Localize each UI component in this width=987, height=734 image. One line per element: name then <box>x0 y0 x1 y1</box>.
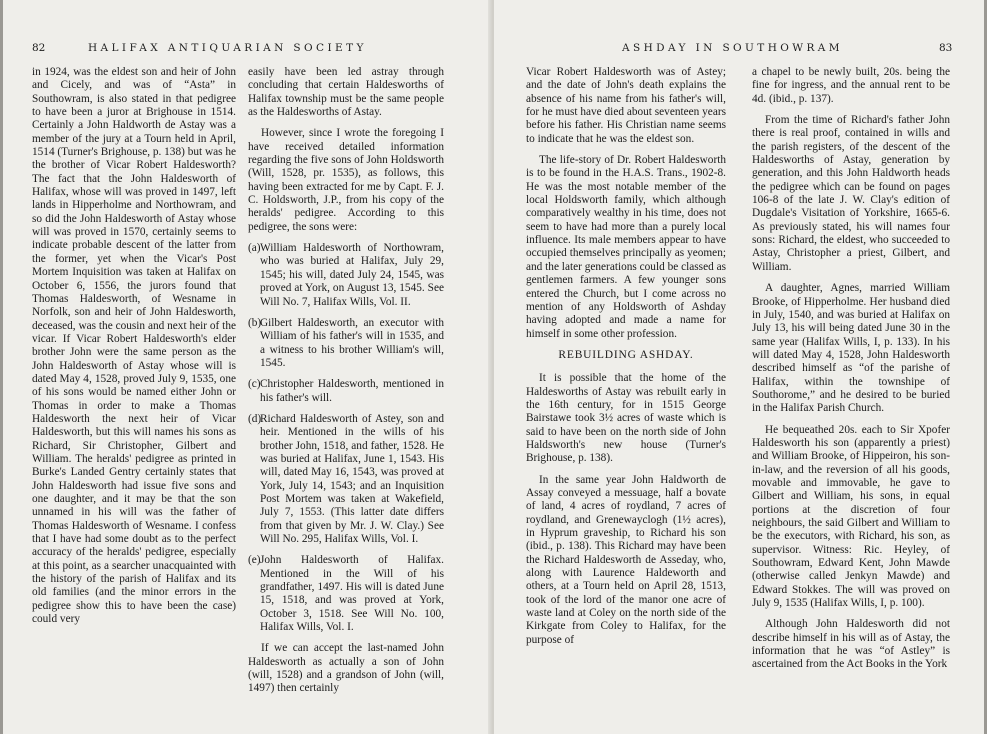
list-item-text: John Haldesworth of Halifax. Mentioned in the Will of his grandfather, 1497. His will is dated June 15, 1518, and was proved at York, October 3, 1518. See Will No. 100, Halifax Wills, Vol. I. <box>260 554 444 634</box>
paragraph: A daughter, Agnes, married William Brooke, of Hipperholme. Her husband died in July, 1540, and was buried at Halifax on July 13, his will being dated June 30 in the same year (Halifax Wills, I, p. 133). In his will dated May 4, 1528, John Haldesworth described himself as “of the parishe of Halifax, within the townshipe of Southorome,” and he desired to be buried in the Halifax Parish Church. <box>752 282 950 415</box>
section-heading: REBUILDING ASHDAY. <box>558 348 694 361</box>
page-edge <box>0 0 3 734</box>
list-item-text: Gilbert Haldesworth, an executor with William of his father's will in 1535, and a witness to his brother William's will, 1545. <box>260 316 444 369</box>
running-header-right: ASHDAY IN SOUTHOWRAM <box>622 42 843 54</box>
paragraph: From the time of Richard's father John there is real proof, contained in wills and the parish registers, of the descent of the Haldesworths of Astay, generation by generation, and this John Haldworth heads the pedigree which can be found on pages 106-8 of the late J. W. Clay's edition of Dugdale's Visitation of Yorkshire, 1665-6. As previously stated, his will names four sons: Richard, the eldest, who succeeded to Astay, Christopher a priest, Gilbert, and William. <box>752 114 950 273</box>
paragraph: a chapel to be newly built, 20s. being the fine for ingress, and the annual rent to be 4d. (ibid., p. 137). <box>752 66 950 105</box>
list-item <box>248 413 444 546</box>
list-marker: (c) <box>248 378 261 391</box>
list-item <box>248 242 444 309</box>
paragraph: It is possible that the home of the Haldesworths of Astay was rebuilt early in the 16th century, for in 1515 George Bairstawe took 3½ acres of waste which is said to have been on the north side of John Haldsworth's new house (Turner's Brighouse, p. 138). <box>526 372 726 465</box>
left-column-1 <box>32 66 236 730</box>
paragraph: He bequeathed 20s. each to Sir Xpofer Haldesworth his son (apparently a priest) and William Brooke, of Hippeiron, his son-in-law, and the reversion of all his goods, movable and immovable, he gave to Gilbert and William, his sons, in equal portions at the discretion of four neighbours, the said Gilbert and William to be the executors, with Richard, his son, as supervisor. Witness: Ric. Heyley, of Southowram, Edward Kent, John Mawde (otherwise called Jenkyn Mawde) and Edward Stokkes. The will was proved on July 9, 1535 (Halifax Wills, I, p. 100). <box>752 423 950 610</box>
page-number-right: 83 <box>939 42 953 54</box>
list-item-text: William Haldesworth of Northowram, who was buried at Halifax, July 29, 1545; his will, dated July 24, 1545, was proved at York, on August 13, 1545. See Will No. 7, Halifax Wills, Vol. II. <box>260 242 444 308</box>
list-marker: (b) <box>248 316 262 329</box>
right-column-2 <box>752 66 950 730</box>
list-marker: (d) <box>248 412 262 425</box>
list-marker: (a) <box>248 242 261 255</box>
paragraph: in 1924, was the eldest son and heir of John and Cicely, and was of “Asta” in Southowram, is also stated in that pedigree to have been a juror at Brighouse in 1514. Certainly a John Haldworth de Astay was a member of the jury at a Tourn held in April, 1514 (Turner's Brighouse, p. 138) but was he the brother of Vicar Robert Haldesworth? The fact that the John Haldesworth of Halifax, whose will was proved in 1497, left lands in Hipperholme and Northowram, and so did the John Haldesworth of Astay whose will was proved in 1570, certainly seems to indicate probable descent of the latter from the former, yet when the Vicar's Post Mortem Inquisition was taken at Halifax on October 6, 1556, the jurors found that Thomas Haldesworth, of Wesname in Norfolk, son and heir of John Haldesworth, deceased, was the cousin and next heir of the vicar. If Vicar Robert Haldesworth's elder brother John were the same person as the John Haldesworth of Astay whose will is dated May 4, 1528, proved July 9, 1535, one of his sons would be named either John or Thomas in order to make a Thomas Haldesworth the next heir of Vicar Haldesworth, but this will names his sons as Richard, Sir Christopher, Gilbert and William. The heralds' pedigree as printed in Burke's Landed Gentry certainly states that John Haldesworth had issue five sons and one daughter, and it may be that the son unnamed in his will was the father of Thomas Haldesworth of Wesname. I confess that I have had some doubt as to the perfect accuracy of the heralds' pedigree, especially at this point, as a searcher unacquainted with the history of the parish of Halifax and its old families (and the minor errors in the pedigree show this to have been the case) could very <box>32 66 236 626</box>
list-item <box>248 317 444 370</box>
paragraph: Vicar Robert Haldesworth was of Astey; and the date of John's death explains the absence of his name from his father's will, for he must have died about seventeen years before his father. His Christian name seems to indicate that he was the eldest son. <box>526 66 726 145</box>
paragraph: If we can accept the last-named John Haldesworth as actually a son of John (will, 1528) and a grandson of John (will, 1497) then certainly <box>248 642 444 695</box>
paragraph: In the same year John Haldworth de Assay conveyed a messuage, half a bovate of land, 4 acres of roydland, 7 acres of roydland, and Grenewayclogh (1½ acres), in Hyprum graveship, to Richard his son (ibid., p. 138). This Richard may have been the Richard Haldesworth de Asseday, who, along with Laurence Haldeworth and others, at a Tourn held on April 28, 1513, took of the lord of the manor one acre of waste land at Coley on the north side of the Kirkgate from Coley to Halifax, for the purpose of <box>526 473 726 646</box>
list-item-text: Christopher Haldesworth, mentioned in his father's will. <box>260 378 444 404</box>
running-header-left: HALIFAX ANTIQUARIAN SOCIETY <box>88 42 367 54</box>
list-item <box>248 554 444 634</box>
left-page <box>0 0 492 734</box>
right-page <box>494 0 987 734</box>
paragraph: easily have been led astray through concluding that certain Haldesworths of Halifax township must be the same people as the Haldesworths of Astay. <box>248 66 444 119</box>
list-item-text: Richard Haldesworth of Astey, son and heir. Mentioned in the wills of his brother John, 1518, and father, 1528. He was buried at Halifax, June 1, 1543. His will, dated May 16, 1543, was proved at York, July 14, 1543; and an Inquisition Post Mortem was taken at Wakefield, July 7, 1553. (This latter date differs from that given by Mr. J. W. Clay.) See Will No. 295, Halifax Wills, Vol. I. <box>260 412 444 545</box>
paragraph: The life-story of Dr. Robert Haldesworth is to be found in the H.A.S. Trans., 1902-8. He was the most notable member of the local Holdsworth family, which although comparatively wealthy in his time, does not seem to have had more than a purely local influence. Its male members appear to have occupied themselves principally as yeomen; and the later generations could be classed as gentlemen farmers. A few younger sons entered the Church, but I come across no mention of any Holdsworth of Ashday having adopted and made a name for himself in some other profession. <box>526 154 726 340</box>
page-number-left: 82 <box>32 42 46 54</box>
right-column-1 <box>526 66 726 730</box>
list-item <box>248 378 444 405</box>
paragraph: However, since I wrote the foregoing I have received detailed information regarding the five sons of John Holdsworth (Will, 1528, pr. 1535), as follows, this having been extracted for me by Capt. F. J. C. Holdsworth, J.P., from his copy of the heralds' pedigree. According to this pedigree, the sons were: <box>248 127 444 233</box>
paragraph: Although John Haldesworth did not describe himself in his will as of Astay, the information that he was “of Astley” is ascertained from the Act Books in the York <box>752 618 950 671</box>
left-column-2 <box>248 66 444 730</box>
list-marker: (e) <box>248 554 261 567</box>
